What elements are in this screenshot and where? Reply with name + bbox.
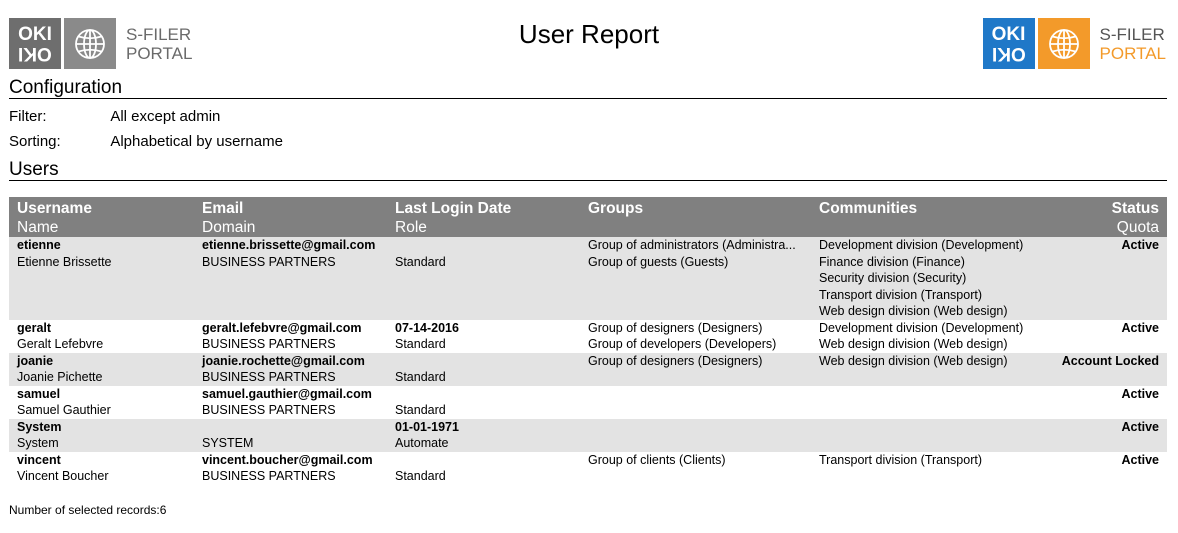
full-name: Samuel Gauthier [17, 403, 111, 417]
cell-communities [811, 353, 1034, 386]
table-row [9, 353, 1167, 386]
cell-groups [580, 452, 811, 485]
group-entry: Group of administrators (Administra... [588, 238, 796, 252]
column-header-groups: Groups [580, 197, 811, 237]
group-entry: Group of clients (Clients) [588, 452, 726, 467]
username: etienne [17, 238, 61, 252]
domain: BUSINESS PARTNERS [202, 403, 336, 417]
username: joanie [17, 353, 54, 368]
role: Standard [395, 337, 446, 351]
okiok-logo-color [983, 18, 1166, 69]
last-login-date [395, 452, 572, 469]
last-login-date [395, 353, 572, 370]
email [202, 419, 379, 436]
record-count: Number of selected records:6 [9, 503, 167, 517]
cell-status [1034, 320, 1167, 353]
table-row [9, 320, 1167, 353]
cell-communities [811, 419, 1034, 452]
community-entry: Transport division (Transport) [819, 287, 983, 302]
domain: BUSINESS PARTNERS [202, 254, 336, 269]
table-row [9, 419, 1167, 452]
role: Standard [395, 254, 446, 269]
cell-communities [811, 320, 1034, 353]
users-table [9, 197, 1167, 485]
table-header-row [9, 197, 1167, 237]
table-row [9, 386, 1167, 419]
cell-status [1034, 353, 1167, 386]
cell-last-login [387, 386, 580, 419]
last-login-date: 01-01-1971 [395, 419, 459, 434]
full-name: Vincent Boucher [17, 469, 109, 483]
username: samuel [17, 386, 61, 401]
email: joanie.rochette@gmail.com [202, 353, 365, 368]
globe-icon [1038, 18, 1090, 69]
role: Standard [395, 403, 446, 417]
community-entry: Web design division (Web design) [819, 337, 1008, 351]
cell-last-login [387, 237, 580, 320]
cell-communities [811, 237, 1034, 320]
column-header-last-login: Last Login Date Role [387, 197, 580, 237]
cell-groups [580, 353, 811, 386]
community-entry: Transport division (Transport) [819, 452, 983, 467]
page-title: User Report [518, 19, 660, 49]
cell-groups [580, 320, 811, 353]
cell-last-login [387, 353, 580, 386]
cell-last-login [387, 320, 580, 353]
cell-email [194, 353, 387, 386]
cell-status [1034, 419, 1167, 452]
cell-communities [811, 452, 1034, 485]
brand-text: S-FILER PORTAL [126, 24, 193, 63]
cell-status [1034, 386, 1167, 419]
group-entry: Group of developers (Developers) [588, 337, 777, 351]
filter-value: All except admin [110, 108, 221, 125]
domain: BUSINESS PARTNERS [202, 469, 336, 483]
brand-text: S-FILER PORTAL [1099, 24, 1166, 63]
cell-username [9, 353, 194, 386]
status-value: Active [1121, 238, 1159, 252]
sorting-row [9, 133, 283, 150]
cell-email [194, 320, 387, 353]
status-value: Active [1121, 419, 1159, 434]
role: Automate [395, 436, 449, 450]
table-row [9, 237, 1167, 320]
cell-email [194, 237, 387, 320]
cell-email [194, 386, 387, 419]
last-login-date: 07-14-2016 [395, 320, 459, 335]
community-entry: Web design division (Web design) [819, 353, 1008, 368]
cell-last-login [387, 419, 580, 452]
username: System [17, 419, 62, 434]
cell-username [9, 452, 194, 485]
email: samuel.gauthier@gmail.com [202, 386, 372, 401]
table-row [9, 452, 1167, 485]
community-entry: Development division (Development) [819, 238, 1024, 252]
last-login-date [395, 386, 572, 403]
community-entry: Security division (Security) [819, 271, 967, 285]
status-value: Active [1121, 452, 1159, 467]
role: Standard [395, 370, 446, 384]
role: Standard [395, 469, 446, 483]
cell-groups [580, 386, 811, 419]
email: etienne.brissette@gmail.com [202, 238, 376, 252]
community-entry: Finance division (Finance) [819, 254, 965, 269]
status-value: Active [1121, 386, 1159, 401]
cell-communities [811, 386, 1034, 419]
group-entry: Group of guests (Guests) [588, 254, 729, 269]
cell-username [9, 320, 194, 353]
filter-label: Filter: [9, 108, 47, 125]
cell-last-login [387, 452, 580, 485]
cell-username [9, 419, 194, 452]
username: geralt [17, 320, 52, 335]
column-header-communities: Communities [811, 197, 1034, 237]
full-name: Joanie Pichette [17, 370, 103, 384]
filter-row [9, 108, 220, 125]
sorting-label: Sorting: [9, 133, 61, 150]
cell-username [9, 386, 194, 419]
username: vincent [17, 452, 61, 467]
community-entry: Development division (Development) [819, 320, 1024, 335]
cell-groups [580, 419, 811, 452]
configuration-heading: Configuration [9, 78, 1167, 99]
domain: SYSTEM [202, 436, 254, 450]
sorting-value: Alphabetical by username [110, 133, 283, 150]
last-login-date [395, 237, 572, 254]
full-name: System [17, 436, 59, 450]
email: geralt.lefebvre@gmail.com [202, 320, 362, 335]
status-value: Active [1121, 320, 1159, 335]
cell-email [194, 419, 387, 452]
users-heading: Users [9, 160, 1167, 181]
domain: BUSINESS PARTNERS [202, 337, 336, 351]
cell-email [194, 452, 387, 485]
email: vincent.boucher@gmail.com [202, 452, 373, 467]
cell-status [1034, 452, 1167, 485]
cell-username [9, 237, 194, 320]
group-entry: Group of designers (Designers) [588, 353, 763, 368]
column-header-username: Username Name [9, 197, 194, 237]
domain: BUSINESS PARTNERS [202, 370, 336, 384]
status-value: Account Locked [1061, 353, 1159, 368]
column-header-email: Email Domain [194, 197, 387, 237]
full-name: Geralt Lefebvre [17, 337, 104, 351]
cell-groups [580, 237, 811, 320]
okiok-mark: OKI OKI [983, 18, 1035, 69]
community-entry: Web design division (Web design) [819, 304, 1008, 318]
okiok-mark: OKI OKI [9, 18, 61, 69]
column-header-status: Status Quota [1034, 197, 1167, 237]
cell-status [1034, 237, 1167, 320]
group-entry: Group of designers (Designers) [588, 320, 763, 335]
full-name: Etienne Brissette [17, 254, 112, 269]
